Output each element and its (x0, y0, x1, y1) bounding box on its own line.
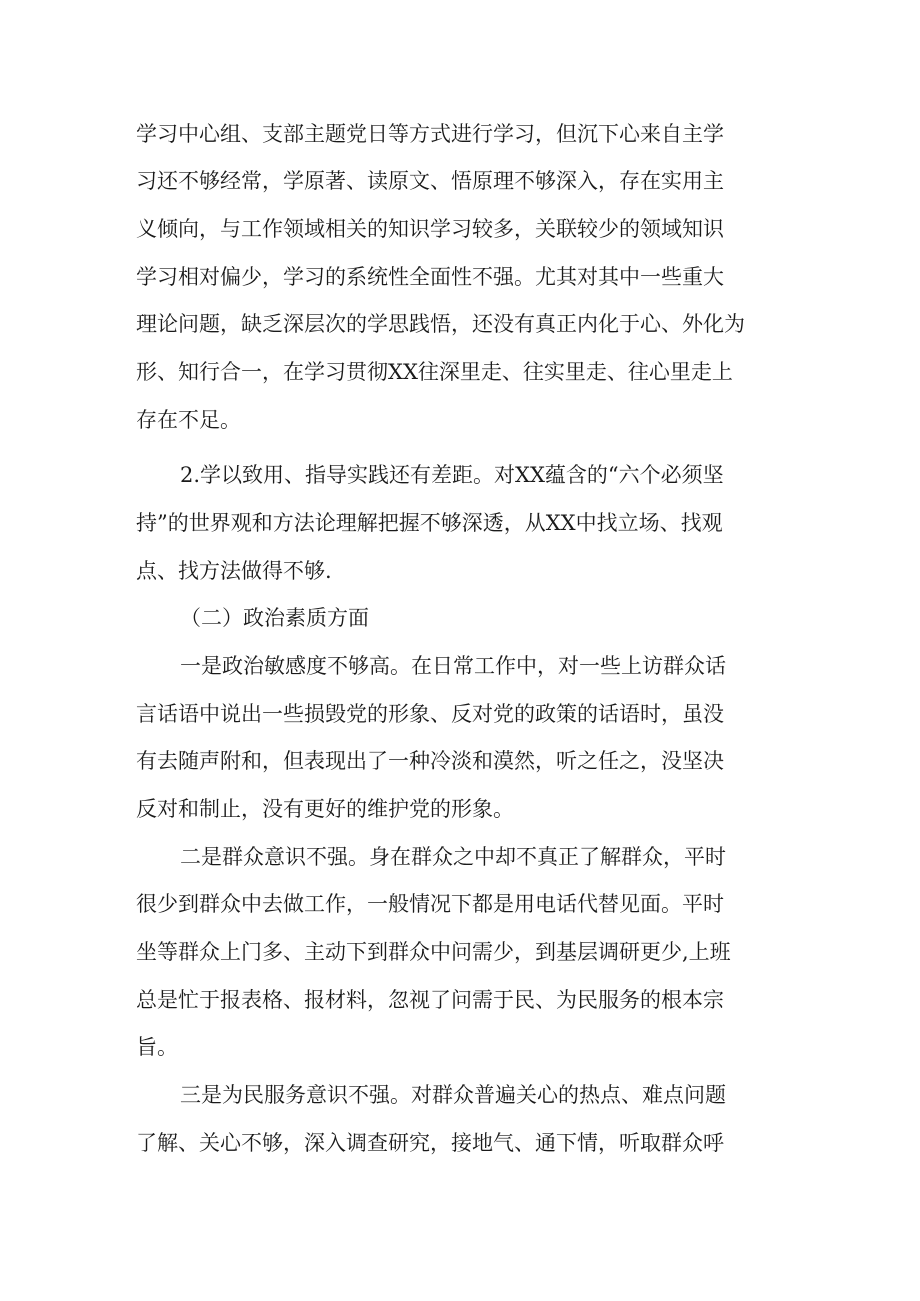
text-line: 点、找方法做得不够. (136, 559, 332, 583)
text-line: 言话语中说出一些损毁党的形象、反对党的政策的话语时，虽没 (136, 702, 724, 726)
text-line: 理论问题，缺乏深层次的学思践悟，还没有真正内化于心、外化为 (136, 312, 745, 336)
text-line: 三是为民服务意识不强。对群众普遍关心的热点、难点问题 (180, 1083, 726, 1107)
text-line: 反对和制止，没有更好的维护党的形象。 (136, 797, 514, 821)
text-line: 一是政治敏感度不够高。在日常工作中，对一些上访群众话 (180, 654, 726, 678)
text-line: 了解、关心不够，深入调查研究，接地气、通下情，听取群众呼 (136, 1131, 724, 1155)
text-line: 二是群众意识不强。身在群众之中却不真正了解群众，平时 (180, 845, 726, 869)
text-line: 很少到群众中去做工作，一般情况下都是用电话代替见面。平时 (136, 892, 724, 916)
text-line: 总是忙于报表格、报材料，忽视了问需于民、为民服务的根本宗 (136, 988, 724, 1012)
text-line: 学习中心组、支部主题党日等方式进行学习，但沉下心来自主学 (136, 122, 724, 146)
text-line: 坐等群众上门多、主动下到群众中问需少，到基层调研更少,上班 (136, 940, 731, 964)
text-line: 有去随声附和，但表现出了一种冷淡和漠然，听之任之，没坚决 (136, 749, 724, 773)
section-heading: （二）政治素质方面 (180, 606, 369, 630)
text-line: 习还不够经常，学原著、读原文、悟原理不够深入，存在实用主 (136, 169, 724, 193)
text-line: 学习相对偏少，学习的系统性全面性不强。尤其对其中一些重大 (136, 265, 724, 289)
text-line: 旨。 (136, 1035, 178, 1059)
text-line: 形、知行合一，在学习贯彻XX往深里走、往实里走、往心里走上 (136, 360, 733, 384)
text-line: 义倾向，与工作领域相关的知识学习较多，关联较少的领域知识 (136, 217, 724, 241)
text-line: 存在不足。 (136, 408, 241, 432)
text-line: 2.学以致用、指导实践还有差距。对XX蕴含的“六个必须坚 (180, 463, 724, 487)
text-line: 持”的世界观和方法论理解把握不够深透，从XX中找立场、找观 (136, 511, 723, 535)
